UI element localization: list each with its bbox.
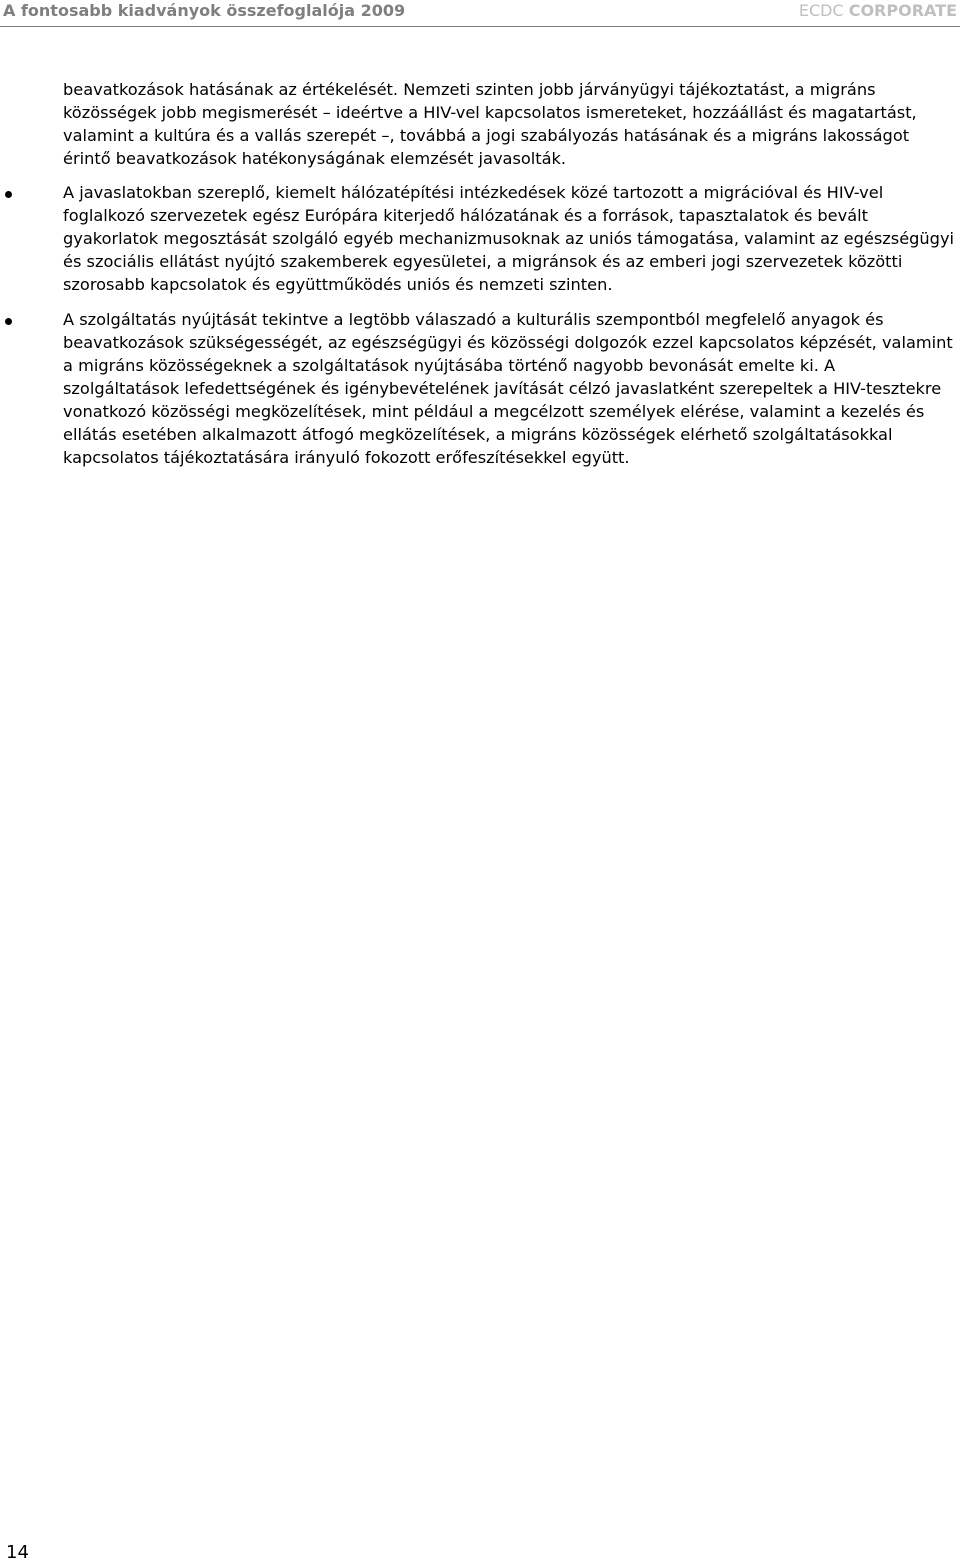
main-content bbox=[63, 78, 956, 469]
bullet-text: A szolgáltatás nyújtását tekintve a legtöbb válaszadó a kulturális szempontból megfelelő anyagok és beavatkozások szükségességét, az egészségügyi és közösségi dolgozók ezzel kapcsolatos képzését, valamint a migráns közösségeknek a szolgáltatások nyújtásába történő nagyobb bevonását emelte ki. A szolgáltatások lefedettségének és igénybevételének javítását célzó javaslatként szerepeltek a HIV-tesztekre vonatkozó közösségi megközelítések, mint például a megcélzott személyek elérése, valamint a kezelés és ellátás esetében alkalmazott átfogó megközelítések, a migráns közösségek elérhető szolgáltatásokkal kapcsolatos tájékoztatására irányuló fokozott erőfeszítésekkel együtt. bbox=[63, 310, 953, 467]
bullet-text: A javaslatokban szereplő, kiemelt hálózatépítési intézkedések közé tartozott a migrációval és HIV-vel foglalkozó szervezetek egész Európára kiterjedő hálózatának és a források, tapasztalatok és bevált gyakorlatok megosztását szolgáló egyéb mechanizmusoknak az uniós támogatása, valamint az egészségügyi és szociális ellátást nyújtó szakemberek egyesületei, a migránsok és az emberi jogi szervezetek közötti szorosabb kapcsolatok és együttműködés uniós és nemzeti szinten. bbox=[63, 183, 955, 294]
bullet-item-services bbox=[63, 308, 956, 469]
bullet-icon bbox=[5, 191, 12, 198]
page-header bbox=[0, 0, 960, 27]
header-brand-prefix: ECDC bbox=[798, 1, 844, 20]
header-title: A fontosabb kiadványok összefoglalója 2009 bbox=[3, 1, 406, 20]
header-brand bbox=[799, 1, 957, 21]
bullet-icon bbox=[5, 318, 12, 325]
bullet-item-networking bbox=[63, 181, 956, 296]
page-number: 14 bbox=[6, 1542, 29, 1563]
intro-paragraph: beavatkozások hatásának az értékelését. Nemzeti szinten jobb járványügyi tájékoztatást, a migráns közösségek jobb megismerését – ideértve a HIV-vel kapcsolatos ismereteket, hozzáállást és magatartást, valamint a kultúra és a vallás szerepét –, továbbá a jogi szabályozás hatásának és a migráns lakosságot érintő beavatkozások hatékonyságának elemzését javasolták. bbox=[63, 80, 917, 168]
header-brand-suffix: CORPORATE bbox=[848, 1, 957, 20]
